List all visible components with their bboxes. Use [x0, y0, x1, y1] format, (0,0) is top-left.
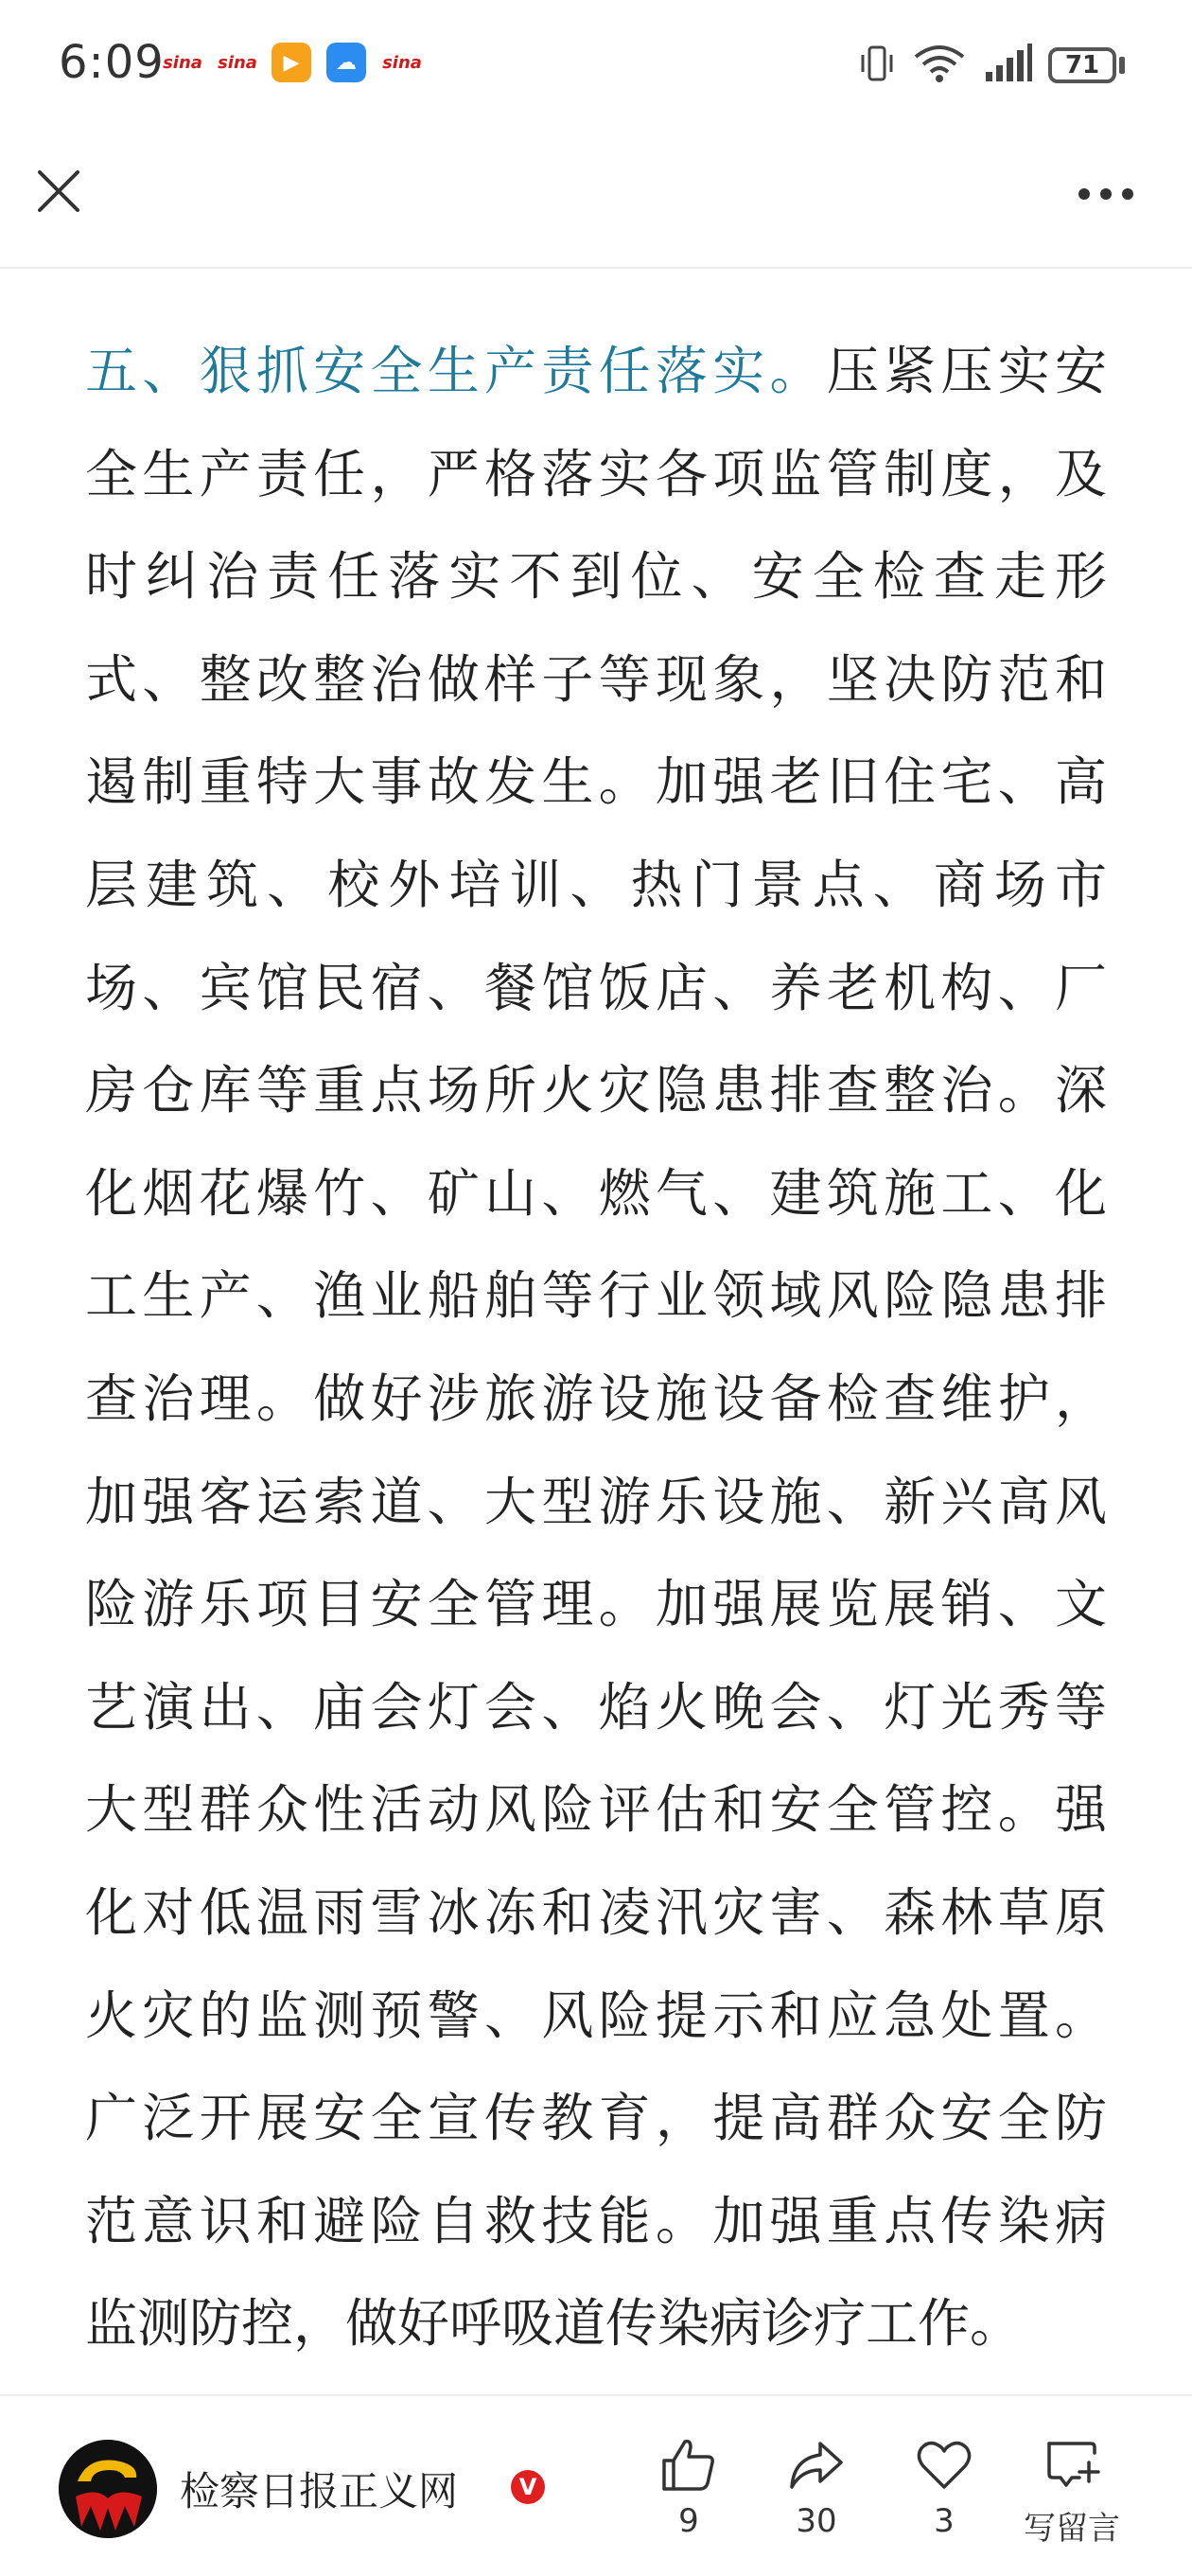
- close-button[interactable]: [28, 161, 89, 221]
- status-bar: [0, 0, 1192, 132]
- more-button[interactable]: [1073, 170, 1139, 218]
- article-line: 化对低温雨雪冰冻和凌汛灾害、森林草原: [85, 1881, 1107, 1943]
- battery-tip: [1119, 57, 1125, 74]
- article-line: 房仓库等重点场所火灾隐患排查整治。深: [85, 1060, 1107, 1121]
- share-icon: [786, 2434, 847, 2495]
- like-button[interactable]: [632, 2434, 745, 2540]
- favorite-button[interactable]: [887, 2434, 1001, 2540]
- comment-icon: [1042, 2434, 1102, 2495]
- article-line: 艺演出、庙会灯会、焰火晚会、灯光秀等: [85, 1676, 1107, 1738]
- article-heading: 五、狠抓安全生产责任落实。: [85, 341, 827, 401]
- status-time: 6:09: [59, 36, 165, 89]
- vibrate-icon: [855, 42, 899, 85]
- close-icon: [28, 161, 89, 221]
- source-name[interactable]: 检察日报正义网: [180, 2468, 459, 2514]
- heart-icon: [914, 2434, 974, 2495]
- article-line: 时纠治责任落实不到位、安全检查走形: [85, 546, 1107, 608]
- more-icon: [1073, 170, 1139, 218]
- article-line: 险游乐项目安全管理。加强展览展销、文: [85, 1574, 1107, 1635]
- article-line: 加强客运索道、大型游乐设施、新兴高风: [85, 1471, 1107, 1532]
- article-line: 广泛开展安全宣传教育，提高群众安全防: [85, 2088, 1107, 2149]
- article-body: [85, 320, 1107, 2375]
- article-line: 火灾的监测预警、风险提示和应急处置。: [85, 1985, 1107, 2046]
- share-count: 30: [796, 2502, 837, 2540]
- favorite-count: 3: [934, 2502, 955, 2540]
- weather-app-icon: ☁: [325, 42, 367, 83]
- thumbs-up-icon: [658, 2434, 719, 2495]
- article-line: 遏制重特大事故发生。加强老旧住宅、高: [85, 751, 1107, 813]
- share-button[interactable]: [760, 2434, 873, 2540]
- source-logo: [59, 2440, 157, 2538]
- sina-icon: sina: [382, 52, 422, 73]
- like-count: 9: [678, 2502, 699, 2540]
- sina-icon: sina: [163, 52, 202, 73]
- wifi-icon: [912, 42, 967, 85]
- battery-icon: [1048, 47, 1116, 83]
- battery-level: 71: [1064, 51, 1100, 79]
- bottom-bar: [0, 2394, 1192, 2576]
- article-line: 层建筑、校外培训、热门景点、商场市: [85, 854, 1107, 915]
- article-text: 压紧压实安: [826, 341, 1107, 401]
- article-line: 化烟花爆竹、矿山、燃气、建筑施工、化: [85, 1162, 1107, 1224]
- article-line: 范意识和避险自救技能。加强重点传染病: [85, 2190, 1107, 2251]
- article-line: 场、宾馆民宿、餐馆饭店、养老机构、厂: [85, 957, 1107, 1018]
- write-comment-button[interactable]: [1015, 2434, 1129, 2549]
- source-avatar[interactable]: [59, 2440, 157, 2538]
- article-line: 全生产责任，严格落实各项监管制度，及: [85, 443, 1107, 504]
- article-line: 监测防控，做好呼吸道传染病诊疗工作。: [85, 2293, 1023, 2355]
- top-bar: [0, 132, 1192, 269]
- verified-badge: V: [511, 2470, 545, 2504]
- article-line: 大型群众性活动风险评估和安全管控。强: [85, 1779, 1107, 1841]
- article-line: [85, 320, 1107, 423]
- video-app-icon: ▶: [271, 42, 312, 83]
- article-line: 查治理。做好涉旅游设施设备检查维护，: [85, 1367, 1107, 1429]
- comment-label: 写留言: [1024, 2510, 1120, 2548]
- article-line: 工生产、渔业船舶等行业领域风险隐患排: [85, 1265, 1107, 1327]
- sina-icon: sina: [218, 52, 257, 73]
- signal-icon: [984, 42, 1033, 85]
- article-line: 式、整改整治做样子等现象，坚决防范和: [85, 648, 1107, 710]
